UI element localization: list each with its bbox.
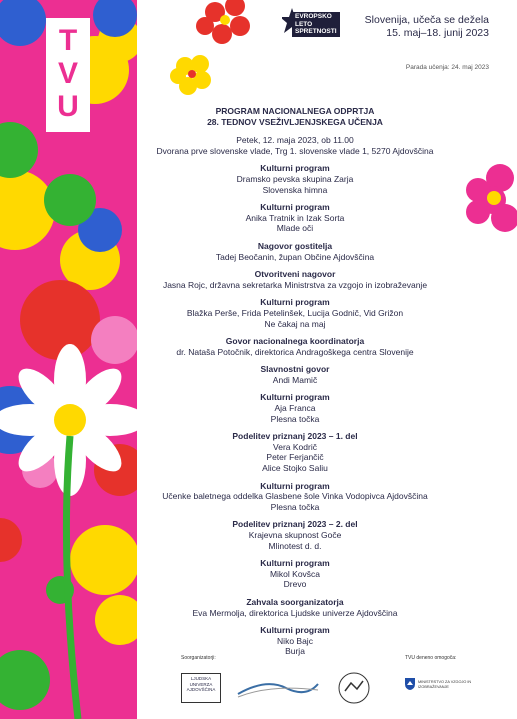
section-line: Plesna točka [270,413,320,424]
header-tagline: Slovenija, učeča se dežela 15. maj–18. junij 2023 [364,14,489,39]
section-line: Anika Tratnik in Izak Sorta [245,212,345,223]
section-title: Kulturni program [260,480,330,491]
section-line: Burja [285,646,305,657]
funder-label: TVU deneno omogoča: [405,655,457,661]
section-line: Mikol Kovšca [269,568,321,579]
section-line: Alice Stojko Saliu [262,463,328,474]
section-line: Vera Kodrič [273,441,317,452]
section-title: Podelitev priznanj 2023 – 2. del [232,519,358,530]
section-title: Podelitev priznanj 2023 – 1. del [232,431,358,442]
red-flower-top [196,0,250,44]
section-line: Blažka Perše, Frida Petelinšek, Lucija Godnič, Vid Grižon [186,307,404,318]
section-line: Drevo [283,579,307,590]
section-line: Plesna točka [270,501,320,512]
circular-logo [337,671,371,705]
section-title: Zahvala soorganizatorja [246,596,344,607]
event-date: Petek, 12. maja 2023, ob 11.00 [236,135,354,146]
program-subtitle: 28. TEDNOV VSEŽIVLJENJSKEGA UČENJA [207,116,383,127]
program-title: PROGRAM NACIONALNEGA ODPRTJA [215,106,375,116]
section-title: Kulturni program [260,625,330,636]
section-line: Peter Ferjančič [266,452,324,463]
section-title: Kulturni program [260,297,330,308]
ministry-label: MINISTRSTVO ZA VZGOJO IN IZOBRAŽEVANJE [418,680,472,689]
section-title: Kulturni program [260,163,330,174]
section-line: Eva Mermolja, direktorica Ljudske univerze Ajdovščina [192,607,398,618]
section-title: Kulturni program [260,558,330,569]
section-line: Andi Mamič [272,374,318,385]
section-line: Krajevna skupnost Goče [248,530,342,540]
program [150,106,440,657]
slovenia-coat-icon [405,678,415,690]
tvu-logo [46,18,90,132]
parade-date: Parada učenja: 24. maj 2023 [405,64,489,71]
section-title: Kulturni program [260,202,330,213]
section-line: dr. Nataša Potočnik, direktorica Andragoškega centra Slovenije [176,346,414,357]
section-line: Ne čakaj na maj [264,318,326,329]
section-line: Učenke baletnega oddelka Glasbene šole Vinka Vodopivca Ajdovščina [162,491,428,502]
logo-letter: U [57,90,79,123]
section-title: Govor nacionalnega koordinatorja [225,336,365,347]
coorganizers-label: Soorganizatorji: [181,655,216,661]
pink-flower-right [466,164,517,232]
program-sections [150,163,440,657]
section-line: Mlinotest d. d. [268,540,322,551]
yellow-flower-top [170,55,211,95]
section-line: Niko Bajc [277,635,313,646]
lu-ajdovscina-logo: LJUDSKA UNIVERZA AJDOVŠČINA [181,673,221,703]
section-title: Kulturni program [260,392,330,403]
section-title: Slavnostni govor [260,364,330,375]
eyl-logo-text: EVROPSKO LETO SPRETNOSTI [292,12,340,37]
section-line: Jasna Rojc, državna sekretarka Ministrstva za vzgojo in izobraževanje [162,279,428,290]
logo-letter: V [57,57,78,90]
logo-letter: T [58,24,78,57]
event-venue: Dvorana prve slovenske vlade, Trg 1. slovenske vlade 1, 5270 Ajdovščina [156,145,434,156]
section-line: Dramsko pevska skupina Zarja [236,173,354,184]
section-line: Aja Franca [274,403,316,414]
section-line: Mlade oči [276,223,314,234]
section-line: Tadej Beočanin, župan Občine Ajdovščina [215,251,375,262]
section-title: Nagovor gostitelja [257,240,333,251]
section-title: Otvoritveni nagovor [254,269,336,280]
mountain-logo [236,674,320,700]
section-line: Slovenska himna [262,184,328,195]
